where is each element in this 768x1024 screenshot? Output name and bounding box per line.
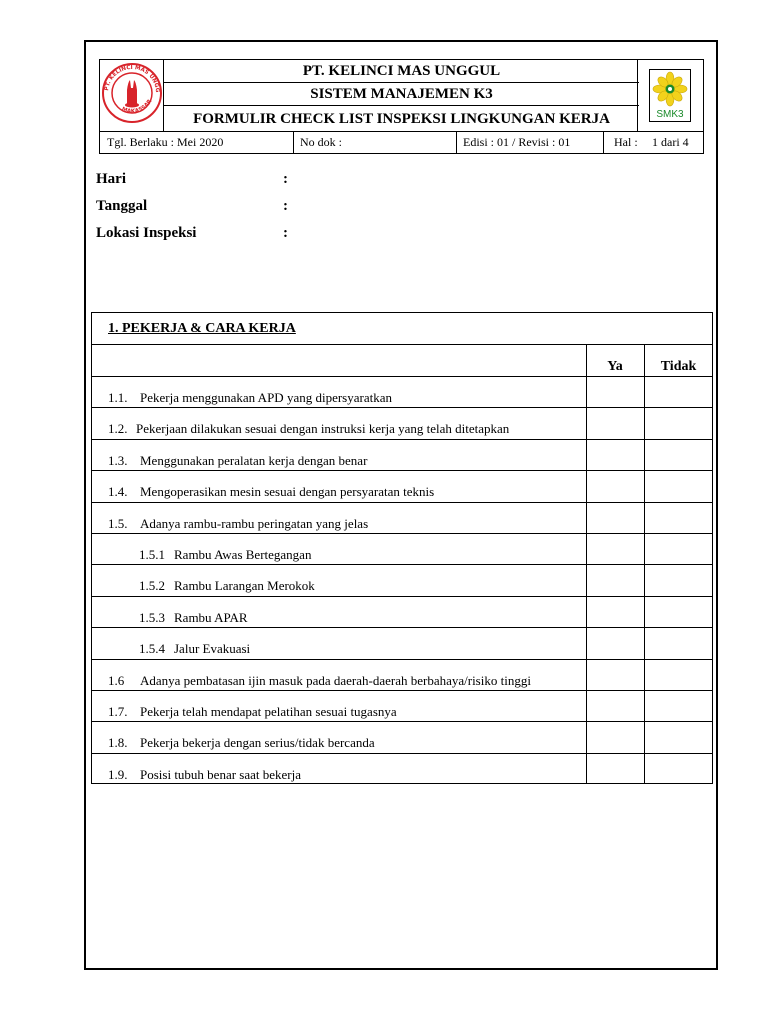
checklist-table	[91, 312, 713, 784]
column-header-ya: Ya	[607, 359, 623, 374]
checkbox-ya-cell[interactable]	[587, 565, 644, 595]
checkbox-tidak-cell[interactable]	[645, 565, 713, 595]
checkbox-ya-cell[interactable]	[587, 377, 644, 407]
field-tanggal-colon: :	[283, 198, 288, 214]
item-number: 1.6	[108, 672, 125, 688]
item-number: 1.5.1	[139, 546, 165, 562]
item-text: Rambu APAR	[174, 609, 248, 625]
item-text: Adanya rambu-rambu peringatan yang jelas	[140, 515, 369, 531]
item-text: Adanya pembatasan ijin masuk pada daerah-daerah berbahaya/risiko tinggi	[140, 672, 531, 688]
smk3-logo-cell	[637, 60, 703, 131]
checklist-rows	[92, 377, 712, 785]
form-title: FORMULIR CHECK LIST INSPEKSI LINGKUNGAN KERJA	[193, 111, 610, 127]
item-text: Menggunakan peralatan kerja dengan benar	[140, 452, 368, 468]
checkbox-ya-cell[interactable]	[587, 503, 644, 533]
title-cell	[164, 60, 639, 131]
edisi-revisi: Edisi : 01 / Revisi : 01	[463, 135, 571, 149]
item-text: Rambu Awas Bertegangan	[174, 546, 312, 562]
checkbox-ya-cell[interactable]	[587, 722, 644, 752]
table-row	[92, 660, 712, 691]
field-lokasi-label: Lokasi Inspeksi	[96, 225, 197, 241]
checkbox-ya-cell[interactable]	[587, 660, 644, 690]
table-row	[92, 440, 712, 471]
item-number: 1.1.	[108, 390, 128, 405]
checkbox-ya-cell[interactable]	[587, 534, 644, 564]
item-text: Posisi tubuh benar saat bekerja	[140, 766, 302, 782]
item-text: Pekerja telah mendapat pelatihan sesuai tugasnya	[140, 703, 397, 719]
smk3-label: SMK3	[656, 109, 684, 120]
item-text: Rambu Larangan Merokok	[174, 578, 315, 594]
item-number: 1.5.	[108, 515, 128, 531]
table-row	[92, 754, 712, 785]
flower-icon	[650, 71, 690, 109]
no-dok: No dok :	[300, 135, 342, 149]
document-meta-row	[100, 131, 703, 153]
checkbox-tidak-cell[interactable]	[645, 628, 713, 658]
table-row	[92, 534, 712, 565]
table-row	[92, 377, 712, 408]
section-title-row	[92, 313, 712, 345]
checkbox-ya-cell[interactable]	[587, 754, 644, 785]
checkbox-tidak-cell[interactable]	[645, 408, 713, 438]
item-number: 1.4.	[108, 484, 128, 500]
checkbox-tidak-cell[interactable]	[645, 377, 713, 407]
section-title: 1. PEKERJA & CARA KERJA	[108, 321, 296, 336]
form-header	[99, 59, 704, 154]
item-number: 1.5.3	[139, 609, 165, 625]
field-hari-label: Hari	[96, 171, 126, 187]
checkbox-tidak-cell[interactable]	[645, 534, 713, 564]
field-tanggal-label: Tanggal	[96, 198, 148, 214]
item-number: 1.8.	[108, 735, 128, 751]
checkbox-ya-cell[interactable]	[587, 440, 644, 470]
item-text: Mengoperasikan mesin sesuai dengan persyaratan teknis	[140, 484, 435, 500]
checkbox-tidak-cell[interactable]	[645, 440, 713, 470]
table-row	[92, 503, 712, 534]
company-logo-icon	[100, 60, 164, 131]
table-row	[92, 722, 712, 753]
item-text: Pekerja bekerja dengan serius/tidak bercanda	[140, 735, 375, 751]
field-hari-colon: :	[283, 171, 288, 187]
checkbox-tidak-cell[interactable]	[645, 691, 713, 721]
checkbox-tidak-cell[interactable]	[645, 754, 713, 785]
checkbox-ya-cell[interactable]	[587, 691, 644, 721]
checkbox-tidak-cell[interactable]	[645, 597, 713, 627]
item-number: 1.5.2	[139, 578, 165, 594]
checkbox-ya-cell[interactable]	[587, 628, 644, 658]
field-lokasi-colon: :	[283, 225, 288, 241]
company-logo-cell	[100, 60, 164, 131]
table-row	[92, 691, 712, 722]
column-header-tidak: Tidak	[660, 359, 697, 374]
checkbox-tidak-cell[interactable]	[645, 503, 713, 533]
checkbox-ya-cell[interactable]	[587, 471, 644, 501]
checkbox-tidak-cell[interactable]	[645, 471, 713, 501]
table-row	[92, 565, 712, 596]
hal-value: 1 dari 4	[652, 135, 689, 149]
checkbox-tidak-cell[interactable]	[645, 722, 713, 752]
table-row	[92, 471, 712, 502]
table-row	[92, 597, 712, 628]
checkbox-ya-cell[interactable]	[587, 408, 644, 438]
smk3-logo	[649, 69, 691, 122]
item-number: 1.7.	[108, 703, 128, 719]
item-number: 1.9.	[108, 766, 128, 782]
checkbox-tidak-cell[interactable]	[645, 660, 713, 690]
item-text: Pekerja menggunakan APD yang dipersyaratkan	[140, 390, 392, 405]
svg-text:PT. KELINCI MAS UNGGUL: PT. KELINCI MAS UNGG	[104, 64, 161, 93]
checkbox-ya-cell[interactable]	[587, 597, 644, 627]
item-text: Pekerjaan dilakukan sesuai dengan instruksi kerja yang telah ditetapkan	[136, 421, 510, 437]
tgl-berlaku: Tgl. Berlaku : Mei 2020	[107, 135, 224, 149]
company-name: PT. KELINCI MAS UNGGUL	[164, 60, 639, 83]
table-row	[92, 628, 712, 659]
system-name: SISTEM MANAJEMEN K3	[164, 83, 639, 106]
item-number: 1.3.	[108, 452, 128, 468]
item-number: 1.5.4	[139, 641, 165, 657]
hal-label: Hal :	[614, 135, 638, 149]
svg-text:MAKASSAR: MAKASSAR	[120, 98, 154, 115]
item-number: 1.2.	[108, 421, 128, 437]
item-text: Jalur Evakuasi	[174, 641, 251, 657]
table-row	[92, 408, 712, 439]
